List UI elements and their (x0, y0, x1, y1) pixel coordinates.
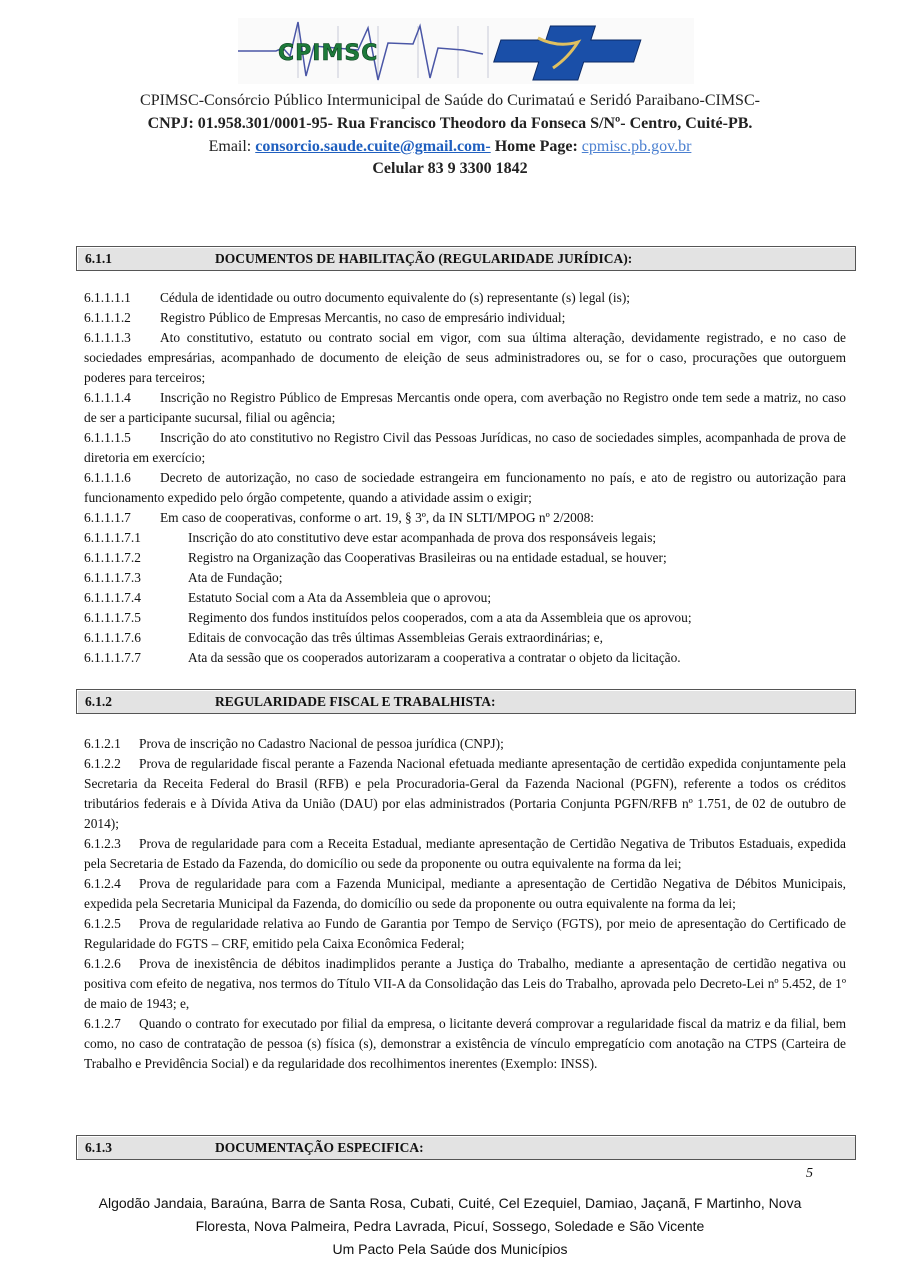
item-number: 6.1.2.2 (84, 756, 121, 771)
list-item (84, 954, 846, 1014)
item-text: Ata da sessão que os cooperados autorizaram a cooperativa a contratar o objeto da licitação. (188, 650, 681, 665)
list-item (84, 528, 846, 548)
list-item (84, 388, 846, 428)
page-number: 5 (806, 1166, 813, 1181)
item-text: Inscrição do ato constitutivo deve estar acompanhada de prova dos responsáveis legais; (188, 530, 657, 545)
section-number: 6.1.3 (85, 1140, 112, 1155)
header-line-1 (0, 92, 900, 110)
homepage-label: Home Page: (490, 138, 582, 155)
item-number: 6.1.2.6 (84, 956, 121, 971)
item-number: 6.1.1.1.5 (84, 430, 131, 445)
list-item (84, 508, 846, 528)
list-item (84, 754, 846, 834)
item-text: Decreto de autorização, no caso de sociedade estrangeira em funcionamento no país, e ato de registro ou autorização para funcionamento expedido pelo órgão competente, quando a atividade assim o exigir; (84, 470, 846, 505)
list-item (84, 608, 846, 628)
item-text: Regimento dos fundos instituídos pelos cooperados, com a ata da Assembleia que os aprovou; (188, 610, 692, 625)
list-item (84, 1014, 846, 1074)
section-number: 6.1.1 (85, 251, 112, 266)
item-number: 6.1.1.1.7 (84, 510, 131, 525)
item-text: Cédula de identidade ou outro documento equivalente do (s) representante (s) legal (is); (160, 290, 630, 305)
item-text: Estatuto Social com a Ata da Assembleia que o aprovou; (188, 590, 492, 605)
item-text: Prova de inscrição no Cadastro Nacional de pessoa jurídica (CNPJ); (139, 736, 504, 751)
item-number: 6.1.2.1 (84, 736, 121, 751)
list-item (84, 568, 846, 588)
list-item (84, 874, 846, 914)
item-text: Ato constitutivo, estatuto ou contrato social em vigor, com sua última alteração, devidamente registrado, e no caso de sociedades empresárias, acompanhado de documento de eleição de seus administradores ou, se for o caso, procurações que outorguem poderes para terceiros; (84, 330, 846, 385)
list-item (84, 588, 846, 608)
section-title: DOCUMENTOS DE HABILITAÇÃO (REGULARIDADE JURÍDICA): (215, 251, 633, 266)
list-item (84, 834, 846, 874)
list-item (84, 328, 846, 388)
list-item (84, 648, 846, 668)
item-text: Em caso de cooperativas, conforme o art. 19, § 3º, da IN SLTI/MPOG nº 2/2008: (160, 510, 594, 525)
item-number: 6.1.1.1.7.4 (84, 590, 141, 605)
section-heading-6-1-3 (76, 1135, 856, 1160)
item-number: 6.1.1.1.6 (84, 470, 131, 485)
section-heading-6-1-2 (76, 689, 856, 714)
cnpj-address: CNPJ: 01.958.301/0001-95- Rua Francisco Theodoro da Fonseca S/Nº- Centro, Cuité-PB. (147, 115, 753, 132)
section-body-6-1-1 (84, 288, 846, 668)
item-number: 6.1.1.1.7.3 (84, 570, 141, 585)
list-item (84, 734, 846, 754)
consortium-name: CPIMSC-Consórcio Público Intermunicipal de Saúde do Curimataú e Seridó Paraibano-CIMSC- (140, 92, 760, 109)
item-text: Prova de regularidade para com a Receita Estadual, mediante apresentação de Certidão Negativa de Tributos Estaduais, expedida pela Secretaria de Estado da Fazenda, do domicílio ou sede da proponente ou outra equivalente na forma da lei; (84, 836, 846, 871)
item-number: 6.1.1.1.4 (84, 390, 131, 405)
header-line-3 (0, 138, 900, 156)
item-text: Inscrição do ato constitutivo no Registro Civil das Pessoas Jurídicas, no caso de sociedades simples, acompanhada de prova de diretoria em exercício; (84, 430, 846, 465)
item-text: Registro Público de Empresas Mercantis, no caso de empresário individual; (160, 310, 566, 325)
homepage-link[interactable]: cpmisc.pb.gov.br (581, 138, 692, 155)
item-number: 6.1.1.1.7.2 (84, 550, 141, 565)
section-title: REGULARIDADE FISCAL E TRABALHISTA: (215, 694, 496, 709)
list-item (84, 428, 846, 468)
item-number: 6.1.1.1.2 (84, 310, 131, 325)
section-body-6-1-2 (84, 734, 846, 1074)
item-text: Prova de regularidade fiscal perante a Fazenda Nacional efetuada mediante apresentação de certidão expedida conjuntamente pela Secretaria da Receita Federal do Brasil (RFB) e pela Procuradoria-Geral da Fazenda Nacional (PGFN), referente a todos os créditos tributários federais e à Dívida Ativa da União (DAU) por elas administrados (Portaria Conjunta PGFN/RFB nº 1.751, de 02 de outubro de 2014); (84, 756, 846, 831)
phone: Celular 83 9 3300 1842 (372, 160, 528, 177)
footer-slogan: Um Pacto Pela Saúde dos Municípios (332, 1241, 568, 1257)
item-text: Ata de Fundação; (188, 570, 283, 585)
item-text: Inscrição no Registro Público de Empresas Mercantis onde opera, com averbação no Registro onde tem sede a matriz, no caso de ser a participante sucursal, filial ou agência; (84, 390, 846, 425)
item-number: 6.1.1.1.7.5 (84, 610, 141, 625)
section-heading-6-1-1 (76, 246, 856, 271)
header-line-4 (0, 160, 900, 178)
cpimsc-logo (238, 18, 694, 84)
list-item (84, 468, 846, 508)
item-number: 6.1.1.1.1 (84, 290, 131, 305)
item-number: 6.1.1.1.7.7 (84, 650, 141, 665)
header-line-2 (0, 115, 900, 133)
item-text: Prova de regularidade para com a Fazenda Municipal, mediante a apresentação de Certidão Negativa de Débitos Municipais, expedida pela Secretaria Municipal da Fazenda, do domicílio ou sede da proponente ou outra equivalente na forma da lei; (84, 876, 846, 911)
list-item (84, 914, 846, 954)
item-text: Quando o contrato for executado por filial da empresa, o licitante deverá comprovar a regularidade fiscal da matriz e da filial, bem como, no caso de contratação de pessoa (s) física (s), demonstrar a existência de vínculo empregatício com anotação na CTPS (Carteira de Trabalho e Previdência Social) e da regularidade dos recolhimentos inerentes (Exemplo: INSS). (84, 1016, 846, 1071)
item-number: 6.1.2.5 (84, 916, 121, 931)
item-text: Editais de convocação das três últimas Assembleias Gerais extraordinárias; e, (188, 630, 603, 645)
list-item (84, 308, 846, 328)
item-number: 6.1.2.4 (84, 876, 121, 891)
email-link[interactable]: consorcio.saude.cuite@gmail.com- (255, 138, 491, 155)
email-label: Email: (208, 138, 256, 155)
list-item (84, 628, 846, 648)
list-item (84, 548, 846, 568)
item-number: 6.1.1.1.7.1 (84, 530, 141, 545)
item-number: 6.1.2.7 (84, 1016, 121, 1031)
item-text: Prova de regularidade relativa ao Fundo de Garantia por Tempo de Serviço (FGTS), por meio de apresentação do Certificado de Regularidade do FGTS – CRF, emitido pela Caixa Econômica Federal; (84, 916, 846, 951)
item-number: 6.1.1.1.7.6 (84, 630, 141, 645)
list-item (84, 288, 846, 308)
footer-municipalities-1: Algodão Jandaia, Baraúna, Barra de Santa Rosa, Cubati, Cuité, Cel Ezequiel, Damiao, Jaçanã, F Martinho, Nova (98, 1195, 802, 1211)
section-number: 6.1.2 (85, 694, 112, 709)
item-number: 6.1.1.1.3 (84, 330, 131, 345)
section-title: DOCUMENTAÇÃO ESPECIFICA: (215, 1140, 424, 1155)
item-text: Registro na Organização das Cooperativas Brasileiras ou na entidade estadual, se houver; (188, 550, 667, 565)
item-number: 6.1.2.3 (84, 836, 121, 851)
footer-municipalities-2: Floresta, Nova Palmeira, Pedra Lavrada, Picuí, Sossego, Soledade e São Vicente (195, 1218, 705, 1234)
svg-text:CPIMSC: CPIMSC (278, 41, 379, 66)
item-text: Prova de inexistência de débitos inadimplidos perante a Justiça do Trabalho, mediante a apresentação de certidão negativa ou positiva com efeito de negativa, nos termos do Título VII-A da Consolidação das Leis do Trabalho, aprovada pelo Decreto-Lei nº 5.452, de 1º de maio de 1943; e, (84, 956, 846, 1011)
